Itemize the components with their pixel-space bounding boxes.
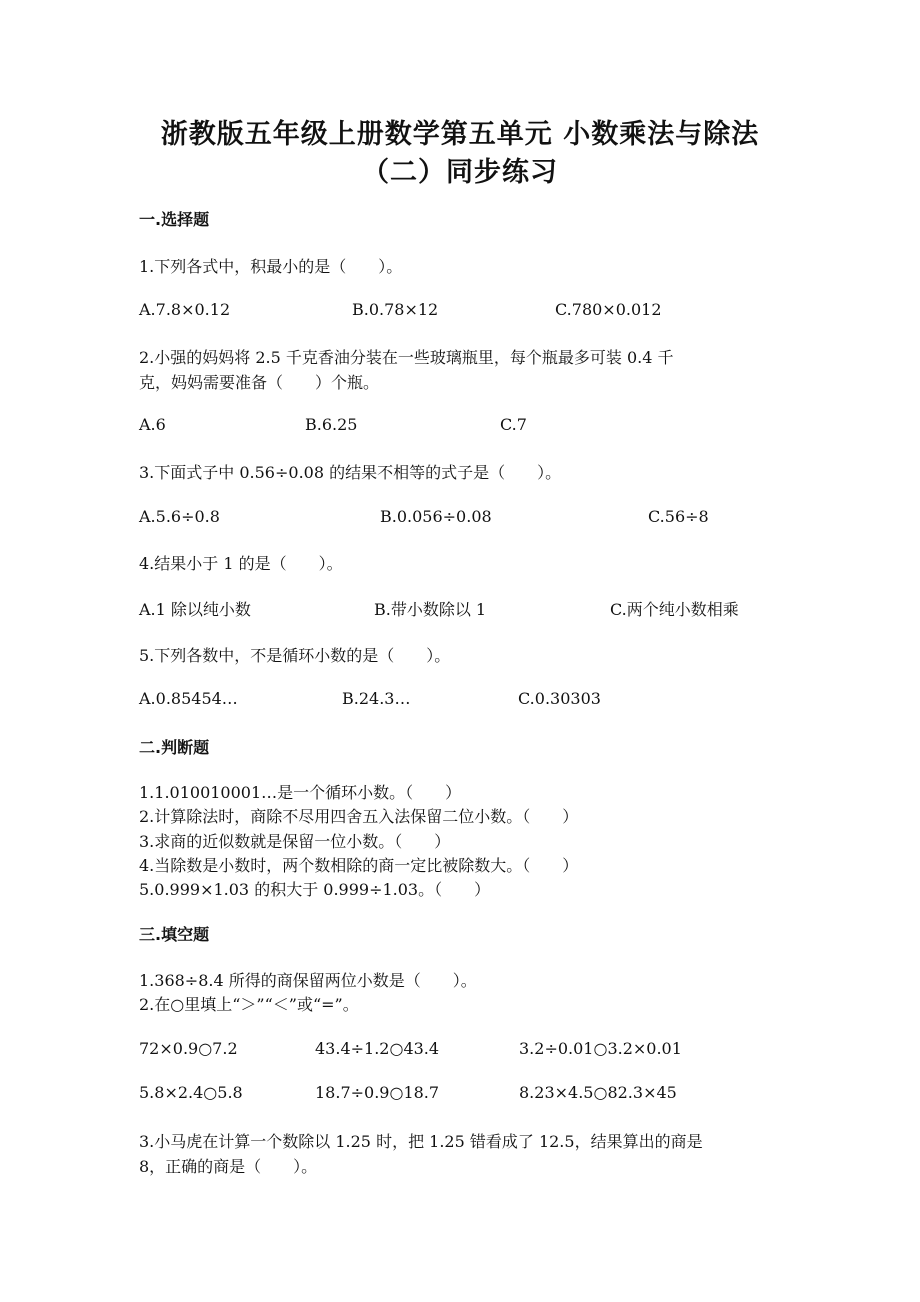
fill-question-3-line-2: 8，正确的商是（ ）。 — [139, 1157, 318, 1176]
compare-item-6: 8.23×4.5○82.3×45 — [519, 1083, 677, 1102]
judge-item-5: 5.0.999×1.03 的积大于 0.999÷1.03。（ ） — [139, 880, 491, 899]
choice-question-1: 1.下列各式中，积最小的是（ ）。 — [139, 257, 403, 276]
choice-q4-option-b: B.带小数除以 1 — [374, 600, 487, 619]
choice-question-4: 4.结果小于 1 的是（ ）。 — [139, 554, 343, 573]
choice-q1-option-a: A.7.8×0.12 — [139, 300, 231, 319]
section-heading-judge: 二.判断题 — [139, 738, 210, 757]
choice-q5-option-a: A.0.85454… — [139, 689, 238, 708]
choice-q3-option-a: A.5.6÷0.8 — [139, 507, 220, 526]
fill-question-3-line-1: 3.小马虎在计算一个数除以 1.25 时，把 1.25 错看成了 12.5，结果算出的商是 — [139, 1132, 703, 1151]
choice-q3-option-b: B.0.056÷0.08 — [380, 507, 492, 526]
choice-q4-option-c: C.两个纯小数相乘 — [610, 600, 739, 619]
section-heading-fill: 三.填空题 — [139, 925, 210, 944]
compare-item-2: 43.4÷1.2○43.4 — [315, 1039, 440, 1058]
judge-item-1: 1.1.010010001…是一个循环小数。（ ） — [139, 783, 462, 802]
choice-question-2-line-1: 2.小强的妈妈将 2.5 千克香油分装在一些玻璃瓶里，每个瓶最多可装 0.4 千 — [139, 348, 674, 367]
choice-q2-option-a: A.6 — [139, 415, 166, 434]
choice-q2-option-c: C.7 — [500, 415, 527, 434]
choice-q2-option-b: B.6.25 — [305, 415, 358, 434]
choice-question-2-line-2: 克，妈妈需要准备（ ）个瓶。 — [139, 373, 380, 392]
choice-question-5: 5.下列各数中，不是循环小数的是（ ）。 — [139, 646, 451, 665]
section-heading-choice: 一.选择题 — [139, 210, 210, 229]
judge-item-3: 3.求商的近似数就是保留一位小数。（ ） — [139, 832, 451, 851]
choice-q4-option-a: A.1 除以纯小数 — [139, 600, 251, 619]
compare-item-5: 18.7÷0.9○18.7 — [315, 1083, 440, 1102]
choice-q3-option-c: C.56÷8 — [648, 507, 709, 526]
fill-question-2: 2.在○里填上“＞”“＜”或“=”。 — [139, 995, 359, 1014]
judge-item-2: 2.计算除法时，商除不尽用四舍五入法保留二位小数。（ ） — [139, 807, 579, 826]
compare-item-1: 72×0.9○7.2 — [139, 1039, 238, 1058]
choice-q1-option-c: C.780×0.012 — [555, 300, 662, 319]
choice-q5-option-c: C.0.30303 — [518, 689, 601, 708]
choice-question-3: 3.下面式子中 0.56÷0.08 的结果不相等的式子是（ ）。 — [139, 463, 562, 482]
judge-item-4: 4.当除数是小数时，两个数相除的商一定比被除数大。（ ） — [139, 856, 579, 875]
page-title-line-1: 浙教版五年级上册数学第五单元 小数乘法与除法 — [160, 119, 760, 150]
fill-question-1: 1.368÷8.4 所得的商保留两位小数是（ ）。 — [139, 971, 477, 990]
compare-item-4: 5.8×2.4○5.8 — [139, 1083, 243, 1102]
page-title-line-2: （二）同步练习 — [362, 157, 558, 188]
choice-q1-option-b: B.0.78×12 — [352, 300, 439, 319]
compare-item-3: 3.2÷0.01○3.2×0.01 — [519, 1039, 682, 1058]
choice-q5-option-b: B.24.3… — [342, 689, 411, 708]
